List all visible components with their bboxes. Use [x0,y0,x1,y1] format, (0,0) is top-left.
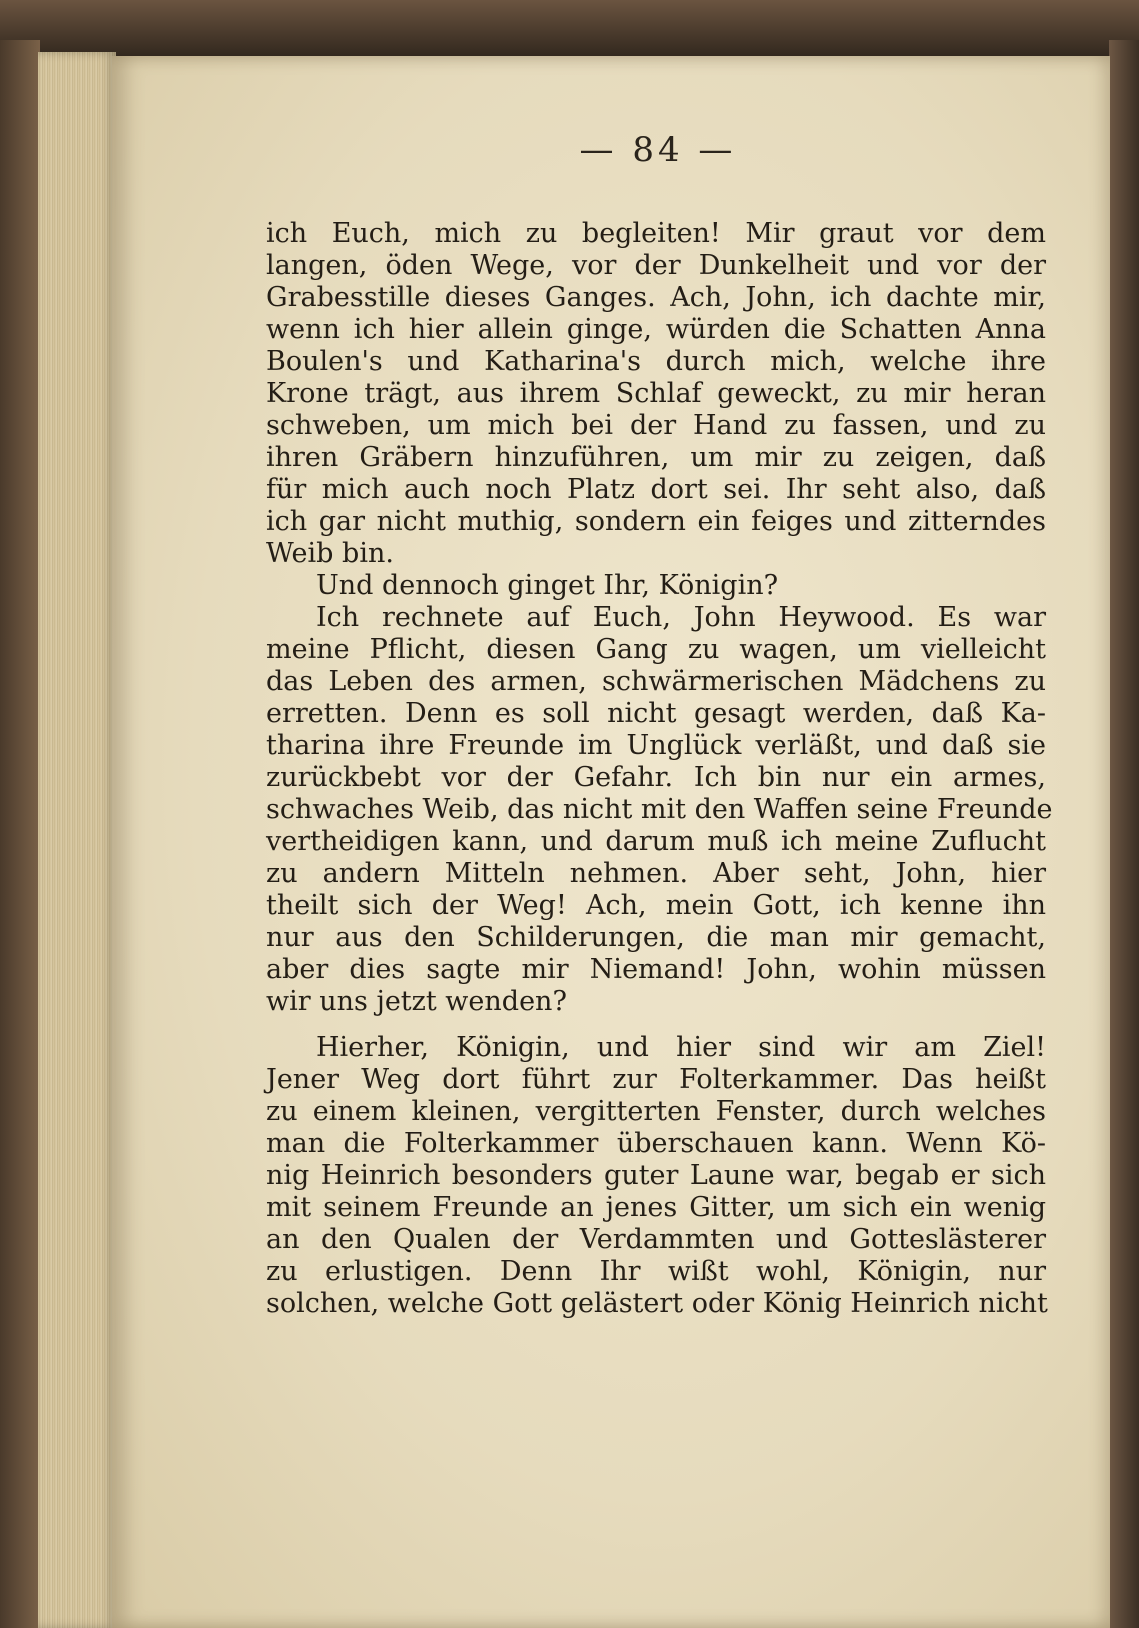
text-line: wenn ich hier allein ginge, würden die Schatten Anna [266,314,1046,345]
text-line: theilt sich der Weg! Ach, mein Gott, ich kenne ihn [266,890,1046,921]
text-line: Krone trägt, aus ihrem Schlaf geweckt, zu mir heran [266,378,1046,409]
text-line: vertheidigen kann, und darum muß ich meine Zuflucht [266,826,1046,857]
text-line: zu erlustigen. Denn Ihr wißt wohl, Königin, nur [266,1256,1046,1287]
paragraph [266,570,1046,602]
text-line: ich Euch, mich zu begleiten! Mir graut vor dem [266,218,1046,249]
text-line: Ich rechnete auf Euch, John Heywood. Es war [316,602,1046,633]
text-line: Weib bin. [266,538,394,569]
paragraph [266,1032,1046,1320]
text-line: das Leben des armen, schwärmerischen Mädchens zu [266,666,1046,697]
text-line: zu einem kleinen, vergitterten Fenster, durch welches [266,1096,1046,1127]
text-line: Und dennoch ginget Ihr, Königin? [316,570,779,601]
text-line: nur aus den Schilderungen, die man mir gemacht, [266,922,1046,953]
text-line: schwaches Weib, das nicht mit den Waffen seine Freunde [266,794,1053,825]
text-line: tharina ihre Freunde im Unglück verläßt, und daß sie [266,730,1046,761]
page-edges [38,52,116,1628]
book-spine [0,40,40,1628]
text-line: man die Folterkammer überschauen kann. Wenn Kö- [266,1128,1046,1159]
text-line: an den Qualen der Verdammten und Gotteslästerer [266,1224,1046,1255]
paragraph [266,602,1053,1018]
text-line: Grabesstille dieses Ganges. Ach, John, ich dachte mir, [266,282,1046,313]
text-line: nig Heinrich besonders guter Laune war, begab er sich [266,1160,1046,1191]
text-line: ihren Gräbern hinzuführen, um mir zu zeigen, daß [266,442,1046,473]
text-line: aber dies sagte mir Niemand! John, wohin müssen [266,954,1046,985]
text-line: zurückbebt vor der Gefahr. Ich bin nur ein armes, [266,762,1046,793]
text-line: für mich auch noch Platz dort sei. Ihr seht also, daß [266,474,1046,505]
text-line: langen, öden Wege, vor der Dunkelheit und vor der [266,250,1046,281]
book-cover-top [0,0,1139,60]
text-line: mit seinem Freunde an jenes Gitter, um sich ein wenig [266,1192,1046,1223]
text-line: Boulen's und Katharina's durch mich, welche ihre [266,346,1046,377]
page-text [266,218,1053,1320]
text-line: schweben, um mich bei der Hand zu fassen, und zu [266,410,1046,441]
text-line: Hierher, Königin, und hier sind wir am Ziel! [316,1032,1046,1063]
text-line: Jener Weg dort führt zur Folterkammer. Das heißt [266,1064,1046,1095]
text-line: zu andern Mitteln nehmen. Aber seht, John, hier [266,858,1046,889]
text-line: erretten. Denn es soll nicht gesagt werden, daß Ka- [266,698,1046,729]
book-cover-right [1109,40,1139,1628]
paragraph [266,218,1046,570]
page-number: — 84 — [579,130,737,170]
text-line: solchen, welche Gott gelästert oder König Heinrich nicht [266,1288,1048,1319]
text-line: ich gar nicht muthig, sondern ein feiges und zitterndes [266,506,1046,537]
text-line: meine Pflicht, diesen Gang zu wagen, um vielleicht [266,634,1046,665]
text-line: wir uns jetzt wenden? [266,986,567,1017]
